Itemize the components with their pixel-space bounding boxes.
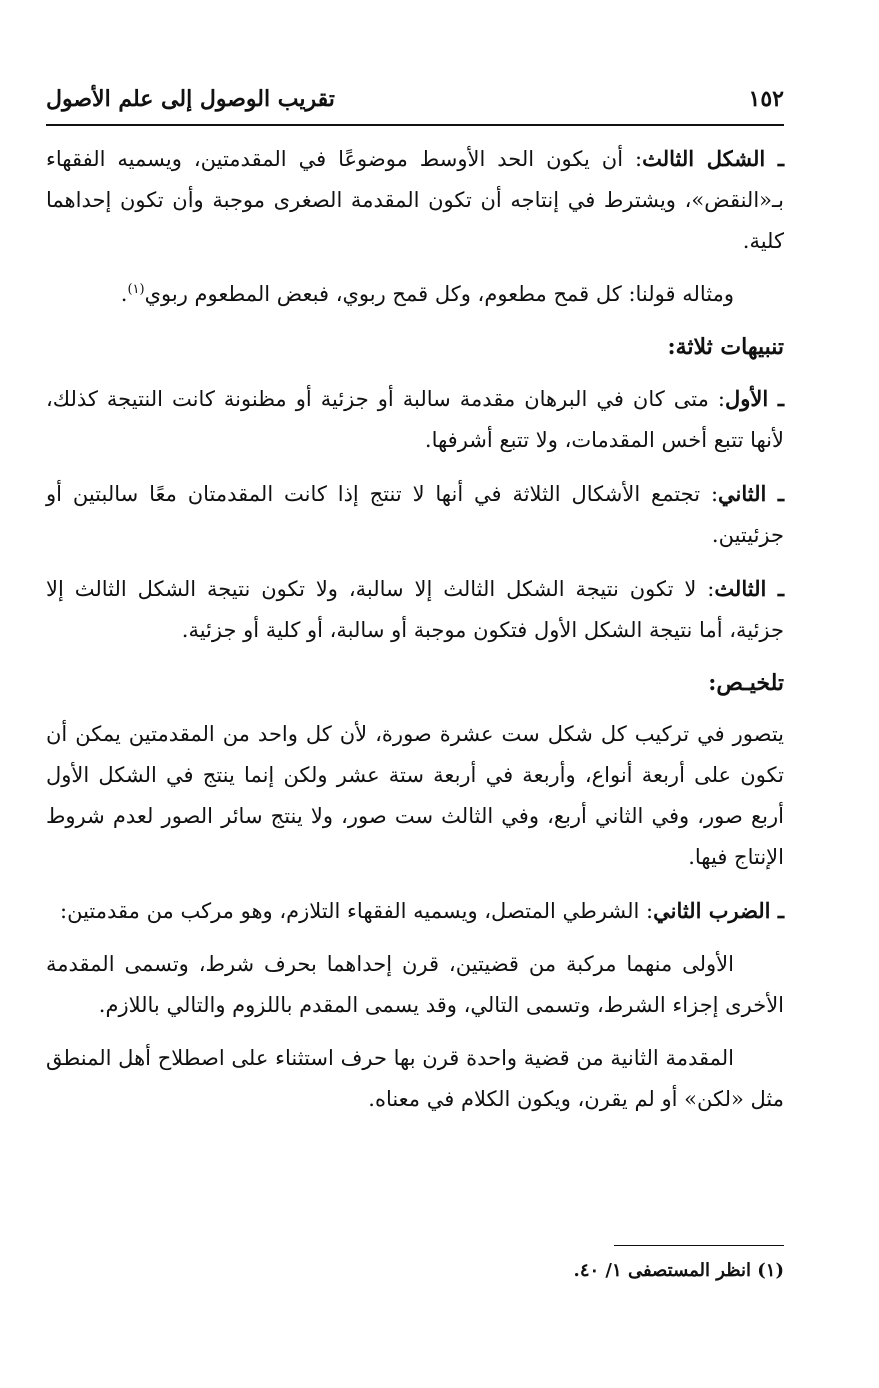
running-header	[46, 86, 784, 122]
footnote-rule	[614, 1245, 784, 1246]
footnote-reference[interactable]: (١)	[127, 282, 145, 297]
paragraph-text: : متى كان في البرهان مقدمة سالبة أو جزئية أو مظنونة كانت النتيجة كذلك، لأنها تتبع أخس المقدمات، ولا تتبع أشرفها.	[46, 387, 784, 452]
term-label: ـ الضرب الثاني	[653, 898, 784, 923]
term-label: ـ الأول	[724, 386, 784, 411]
paragraph-text: : لا تكون نتيجة الشكل الثالث إلا سالبة، ولا تكون نتيجة الشكل الثالث إلا جزئية، أما نتيجة الشكل الأول فتكون موجبة أو سالبة، أو كلية أو جزئية.	[46, 577, 784, 642]
paragraph-note-second	[46, 473, 784, 556]
footnote: (١) انظر المستصفى ١/ ٤٠.	[573, 1260, 784, 1281]
paragraph-summary	[46, 714, 784, 878]
paragraph-text: الأولى منهما مركبة من قضيتين، قرن إحداهما بحرف شرط، وتسمى المقدمة الأخرى إجزاء الشرط، وتسمى التالي، وقد يسمى المقدم باللزوم والتالي باللازم.	[46, 952, 784, 1017]
paragraph-example	[46, 274, 784, 315]
paragraph-note-third	[46, 568, 784, 651]
paragraph-end: .	[120, 282, 128, 306]
paragraph-text: يتصور في تركيب كل شكل ست عشرة صورة، لأن كل واحد من المقدمتين يمكن أن تكون على أربعة أنواع، وأربعة في أربعة ستة عشر ولكن إنما ينتج في الشكل الأول أربع صور، وفي الثاني أربع، وفي الثالث ست صور، ولا ينتج سائر الصور لعدم شروط الإنتاج فيها.	[46, 722, 784, 869]
running-title: تقريب الوصول إلى علم الأصول	[46, 86, 335, 112]
page-body	[46, 138, 784, 1132]
term-label: ـ الثالث	[714, 576, 784, 601]
paragraph-second-type	[46, 890, 784, 932]
term-label: ـ الثاني	[718, 481, 784, 506]
paragraph-text: : أن يكون الحد الأوسط موضوعًا في المقدمتين، ويسميه الفقهاء بـ«النقض»، ويشترط في إنتاجه أن تكون المقدمة الصغرى موجبة وأن تكون إحداهما كلية.	[46, 147, 784, 253]
page-number: ١٥٢	[748, 86, 784, 112]
paragraph-second-premise	[46, 1038, 784, 1120]
paragraph-text: : تجتمع الأشكال الثلاثة في أنها لا تنتج إذا كانت المقدمتان معًا سالبتين أو جزئيتين.	[46, 482, 784, 547]
heading-three-notes: تنبيهات ثلاثة:	[667, 334, 784, 360]
paragraph-text: المقدمة الثانية من قضية واحدة قرن بها حرف استثناء على اصطلاح أهل المنطق مثل «لكن» أو لم يقرن، ويكون الكلام في معناه.	[46, 1046, 784, 1111]
header-rule	[46, 124, 784, 126]
paragraph-note-first	[46, 378, 784, 461]
paragraph-text: ومثاله قولنا: كل قمح مطعوم، وكل قمح ربوي، فبعض المطعوم ربوي	[144, 282, 734, 306]
heading-summary: تلخيـص:	[708, 670, 784, 696]
term-label: ـ الشكل الثالث	[642, 146, 784, 171]
paragraph-first-premise	[46, 944, 784, 1026]
paragraph-text: : الشرطي المتصل، ويسميه الفقهاء التلازم، وهو مركب من مقدمتين:	[60, 899, 654, 923]
paragraph-third-figure	[46, 138, 784, 262]
